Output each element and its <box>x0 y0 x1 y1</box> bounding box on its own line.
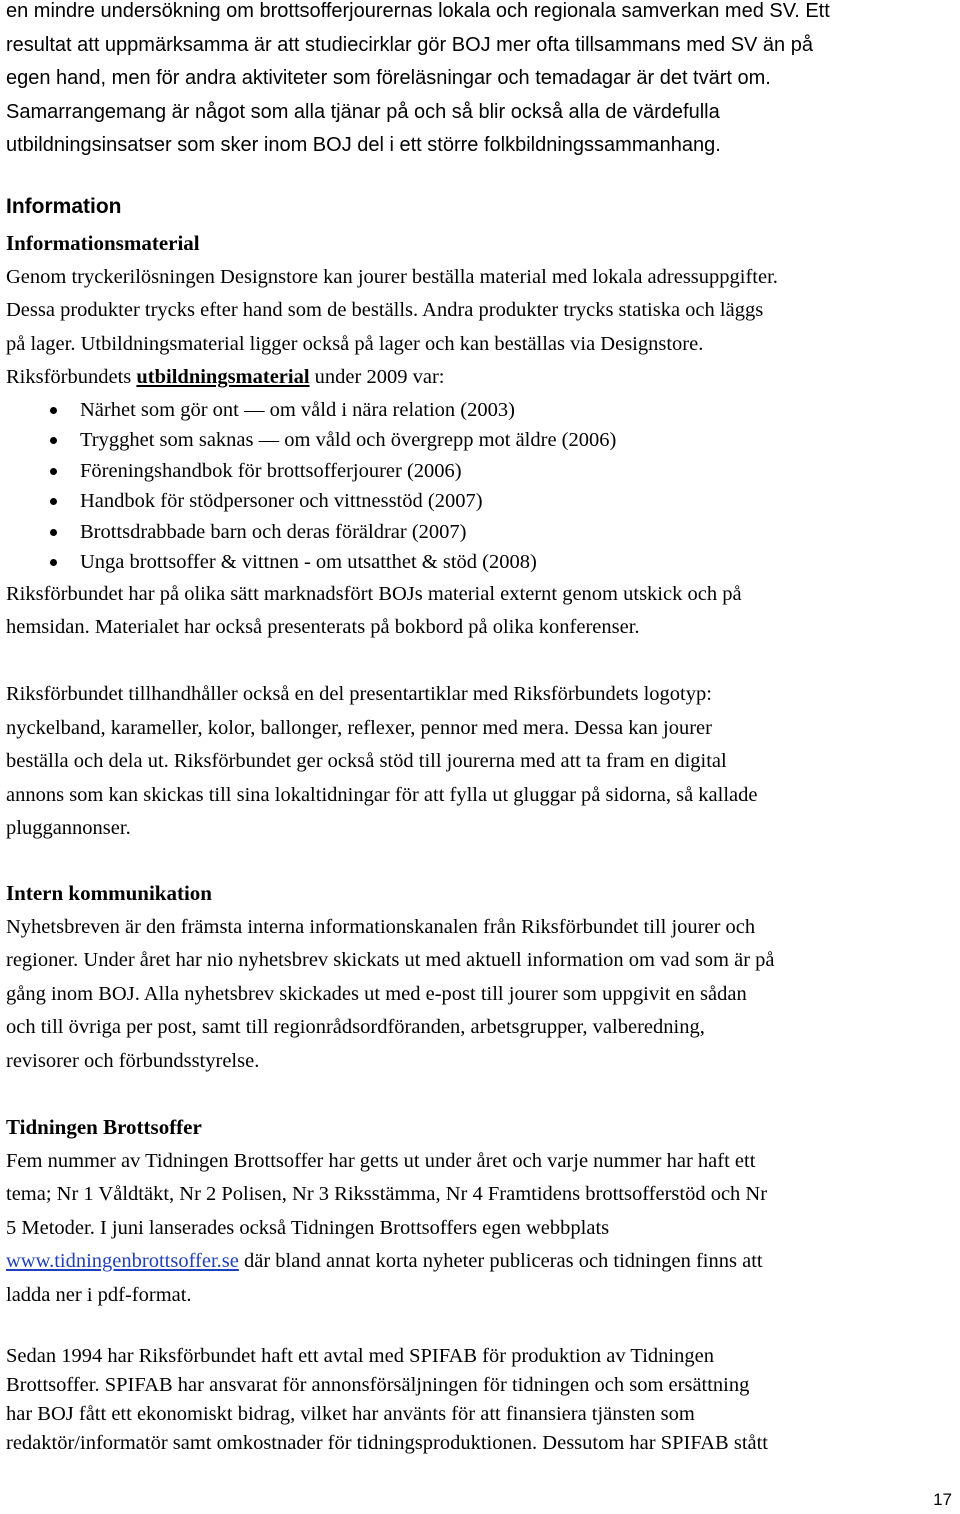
intro-line: egen hand, men för andra aktiviteter som föreläsningar och temadagar är det tvärt om. <box>6 67 771 89</box>
tidningen-section <box>6 1111 956 1312</box>
promo-line: nyckelband, karameller, kolor, ballonger, reflexer, pennor med mera. Dessa kan jourer <box>6 716 712 739</box>
bullet-icon <box>50 498 57 505</box>
list-item <box>6 486 956 517</box>
material-list <box>6 395 956 578</box>
intro-line: en mindre undersökning om brottsofferjourernas lokala och regionala samverkan med SV. Ett <box>6 0 830 22</box>
info-after-line: Riksförbundet har på olika sätt marknadsfört BOJs material externt genom utskick och på <box>6 582 742 605</box>
list-item <box>6 456 956 487</box>
informationsmaterial-section <box>6 227 956 645</box>
tidningen-line: Fem nummer av Tidningen Brottsoffer har getts ut under året och varje nummer har haft ett <box>6 1149 756 1172</box>
intro-line: resultat att uppmärksamma är att studiecirklar gör BOJ mer ofta tillsammans med SV än på <box>6 33 813 56</box>
intro-line: utbildningsinsatser som sker inom BOJ del i ett större folkbildningssammanhang. <box>6 134 721 156</box>
spifab-line: Brottsoffer. SPIFAB har ansvarat för annonsförsäljningen för tidningen och som ersättning <box>6 1374 750 1396</box>
list-item-text: Brottsdrabbade barn och deras föräldrar (2007) <box>80 520 467 543</box>
info-line: Dessa produkter trycks efter hand som de beställs. Andra produkter trycks statiska och läggs <box>6 299 764 321</box>
tidningen-link-line <box>6 1245 956 1279</box>
promo-line: pluggannonser. <box>6 817 131 839</box>
info-after-line: hemsidan. Materialet har också presenterats på bokbord på olika konferenser. <box>6 616 640 638</box>
page-number: 17 <box>933 1490 952 1509</box>
intern-line: regioner. Under året har nio nyhetsbrev skickats ut med aktuell information om vad som är på <box>6 949 775 971</box>
website-link[interactable]: www.tidningenbrottsoffer.se <box>6 1250 239 1272</box>
spifab-line: har BOJ fått ett ekonomiskt bidrag, vilket har använts för att finansiera tjänsten som <box>6 1403 695 1425</box>
info-line: på lager. Utbildningsmaterial ligger också på lager och kan beställas via Designstore. <box>6 332 704 355</box>
intern-line: gång inom BOJ. Alla nyhetsbrev skickades ut med e-post till jourer som uppgivit en sådan <box>6 982 747 1005</box>
promo-paragraph <box>6 678 956 846</box>
informationsmaterial-heading: Informationsmaterial <box>6 231 200 255</box>
list-intro-before: Riksförbundets <box>6 366 137 388</box>
list-intro-underlined: utbildningsmaterial <box>136 366 310 388</box>
intern-kommunikation-section <box>6 877 956 1078</box>
bullet-icon <box>50 559 57 566</box>
list-item <box>6 395 956 426</box>
tidningen-line: 5 Metoder. I juni lanserades också Tidningen Brottsoffers egen webbplats <box>6 1216 610 1239</box>
link-after-text: där bland annat korta nyheter publiceras och tidningen finns att <box>238 1250 763 1272</box>
bullet-icon <box>50 407 57 414</box>
list-item <box>6 517 956 548</box>
promo-line: Riksförbundet tillhandhåller också en del presentartiklar med Riksförbundets logotyp: <box>6 683 712 705</box>
intern-line: Nyhetsbreven är den främsta interna informationskanalen från Riksförbundet till jourer och <box>6 915 756 938</box>
list-item <box>6 547 956 578</box>
tidningen-heading: Tidningen Brottsoffer <box>6 1115 202 1139</box>
list-item-text: Närhet som gör ont — om våld i nära relation (2003) <box>80 398 515 421</box>
intern-line: och till övriga per post, samt till regionrådsordföranden, arbetsgrupper, valberedning, <box>6 1016 705 1038</box>
intro-paragraph <box>6 0 956 163</box>
bullet-icon <box>50 468 57 475</box>
info-line: Genom tryckerilösningen Designstore kan jourer beställa material med lokala adressuppgifter. <box>6 265 778 288</box>
information-heading: Information <box>6 195 122 218</box>
list-item-text: Unga brottsoffer & vittnen - om utsatthet & stöd (2008) <box>80 551 537 573</box>
list-item <box>6 425 956 456</box>
intern-kommunikation-heading: Intern kommunikation <box>6 881 212 905</box>
promo-line: annons som kan skickas till sina lokaltidningar för att fylla ut gluggar på sidorna, så kallade <box>6 783 758 806</box>
spifab-paragraph <box>6 1342 956 1458</box>
intro-line: Samarrangemang är något som alla tjänar på och så blir också alla de värdefulla <box>6 100 720 123</box>
bullet-icon <box>50 437 57 444</box>
tidningen-line: ladda ner i pdf-format. <box>6 1283 192 1306</box>
promo-line: beställa och dela ut. Riksförbundet ger också stöd till jourerna med att ta fram en digital <box>6 750 727 772</box>
list-item-text: Föreningshandbok för brottsofferjourer (2006) <box>80 459 462 482</box>
spifab-line: redaktör/informatör samt omkostnader för tidningsproduktionen. Dessutom har SPIFAB stått <box>6 1432 769 1454</box>
list-intro <box>6 361 956 395</box>
intern-line: revisorer och förbundsstyrelse. <box>6 1049 260 1072</box>
list-intro-after: under 2009 var: <box>309 366 445 388</box>
bullet-icon <box>50 529 57 536</box>
spifab-line: Sedan 1994 har Riksförbundet haft ett avtal med SPIFAB för produktion av Tidningen <box>6 1345 714 1367</box>
tidningen-line: tema; Nr 1 Våldtäkt, Nr 2 Polisen, Nr 3 Riksstämma, Nr 4 Framtidens brottsofferstöd och Nr <box>6 1183 768 1205</box>
list-item-text: Trygghet som saknas — om våld och övergrepp mot äldre (2006) <box>80 429 617 451</box>
list-item-text: Handbok för stödpersoner och vittnesstöd (2007) <box>80 490 483 512</box>
